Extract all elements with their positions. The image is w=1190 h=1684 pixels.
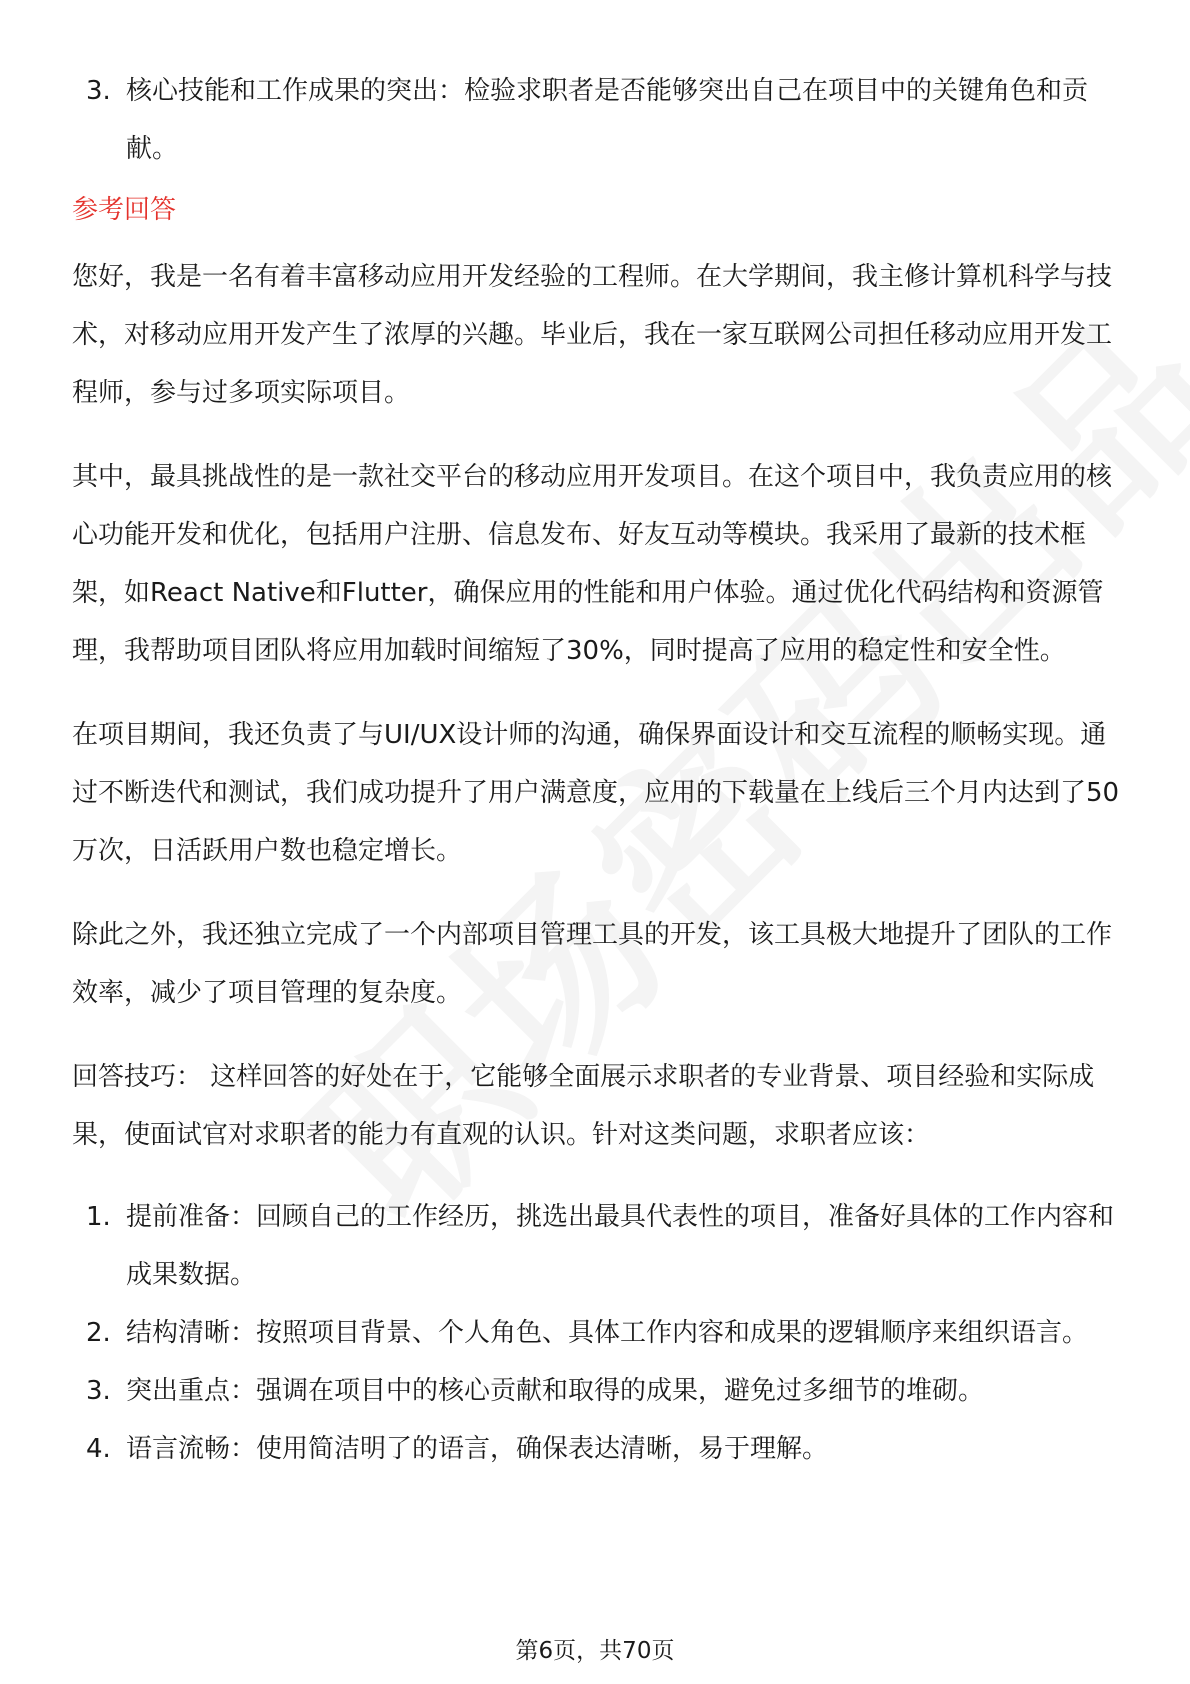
paragraph: 在项目期间，我还负责了与UI/UX设计师的沟通，确保界面设计和交互流程的顺畅实现。通过不断迭代和测试，我们成功提升了用户满意度，应用的下载量在上线后三个月内达到了50万次，日活跃用户数也稳定增长。 (72, 720, 1120, 866)
paragraph: 其中，最具挑战性的是一款社交平台的移动应用开发项目。在这个项目中，我负责应用的核心功能开发和优化，包括用户注册、信息发布、好友互动等模块。我采用了最新的技术框架，如React Native和Flutter，确保应用的性能和用户体验。通过优化代码结构和资源管理，我帮助项目团队将应用加载时间缩短了30%，同时提高了应用的稳定性和安全性。 (72, 462, 1113, 666)
list-item-number: 1. (86, 1202, 111, 1232)
list-item (72, 1420, 1122, 1478)
list-item-text: 结构清晰：按照项目背景、个人角色、具体工作内容和成果的逻辑顺序来组织语言。 (126, 1318, 1089, 1348)
list-item (72, 1304, 1122, 1362)
list-item-number: 4. (86, 1434, 111, 1464)
list-item-text: 提前准备：回顾自己的工作经历，挑选出最具代表性的项目，准备好具体的工作内容和成果数据。 (126, 1202, 1115, 1290)
tips-list (72, 1188, 1122, 1478)
list-item-text: 核心技能和工作成果的突出：检验求职者是否能够突出自己在项目中的关键角色和贡献。 (126, 76, 1089, 164)
list-item-text: 突出重点：强调在项目中的核心贡献和取得的成果，避免过多细节的堆砌。 (126, 1376, 985, 1406)
list-item-number: 3. (86, 1376, 111, 1406)
list-item-number: 2. (86, 1318, 111, 1348)
list-item-text: 语言流畅：使用简洁明了的语言，确保表达清晰，易于理解。 (126, 1434, 829, 1464)
paragraph: 除此之外，我还独立完成了一个内部项目管理工具的开发，该工具极大地提升了团队的工作效率，减少了项目管理的复杂度。 (72, 920, 1113, 1008)
list-item (72, 1188, 1122, 1304)
paragraph: 您好，我是一名有着丰富移动应用开发经验的工程师。在大学期间，我主修计算机科学与技术，对移动应用开发产生了浓厚的兴趣。毕业后，我在一家互联网公司担任移动应用开发工程师，参与过多项实际项目。 (72, 262, 1113, 408)
page-footer: 第6页，共70页 (515, 1638, 675, 1664)
section-heading: 参考回答 (72, 195, 177, 225)
document-page (72, 62, 1122, 1478)
list-item-number: 3. (86, 76, 111, 106)
list-item (72, 1362, 1122, 1420)
list-item (72, 62, 1122, 178)
answer-tips-intro: 回答技巧： 这样回答的好处在于，它能够全面展示求职者的专业背景、项目经验和实际成果，使面试官对求职者的能力有直观的认识。针对这类问题，求职者应该： (72, 1062, 1095, 1150)
